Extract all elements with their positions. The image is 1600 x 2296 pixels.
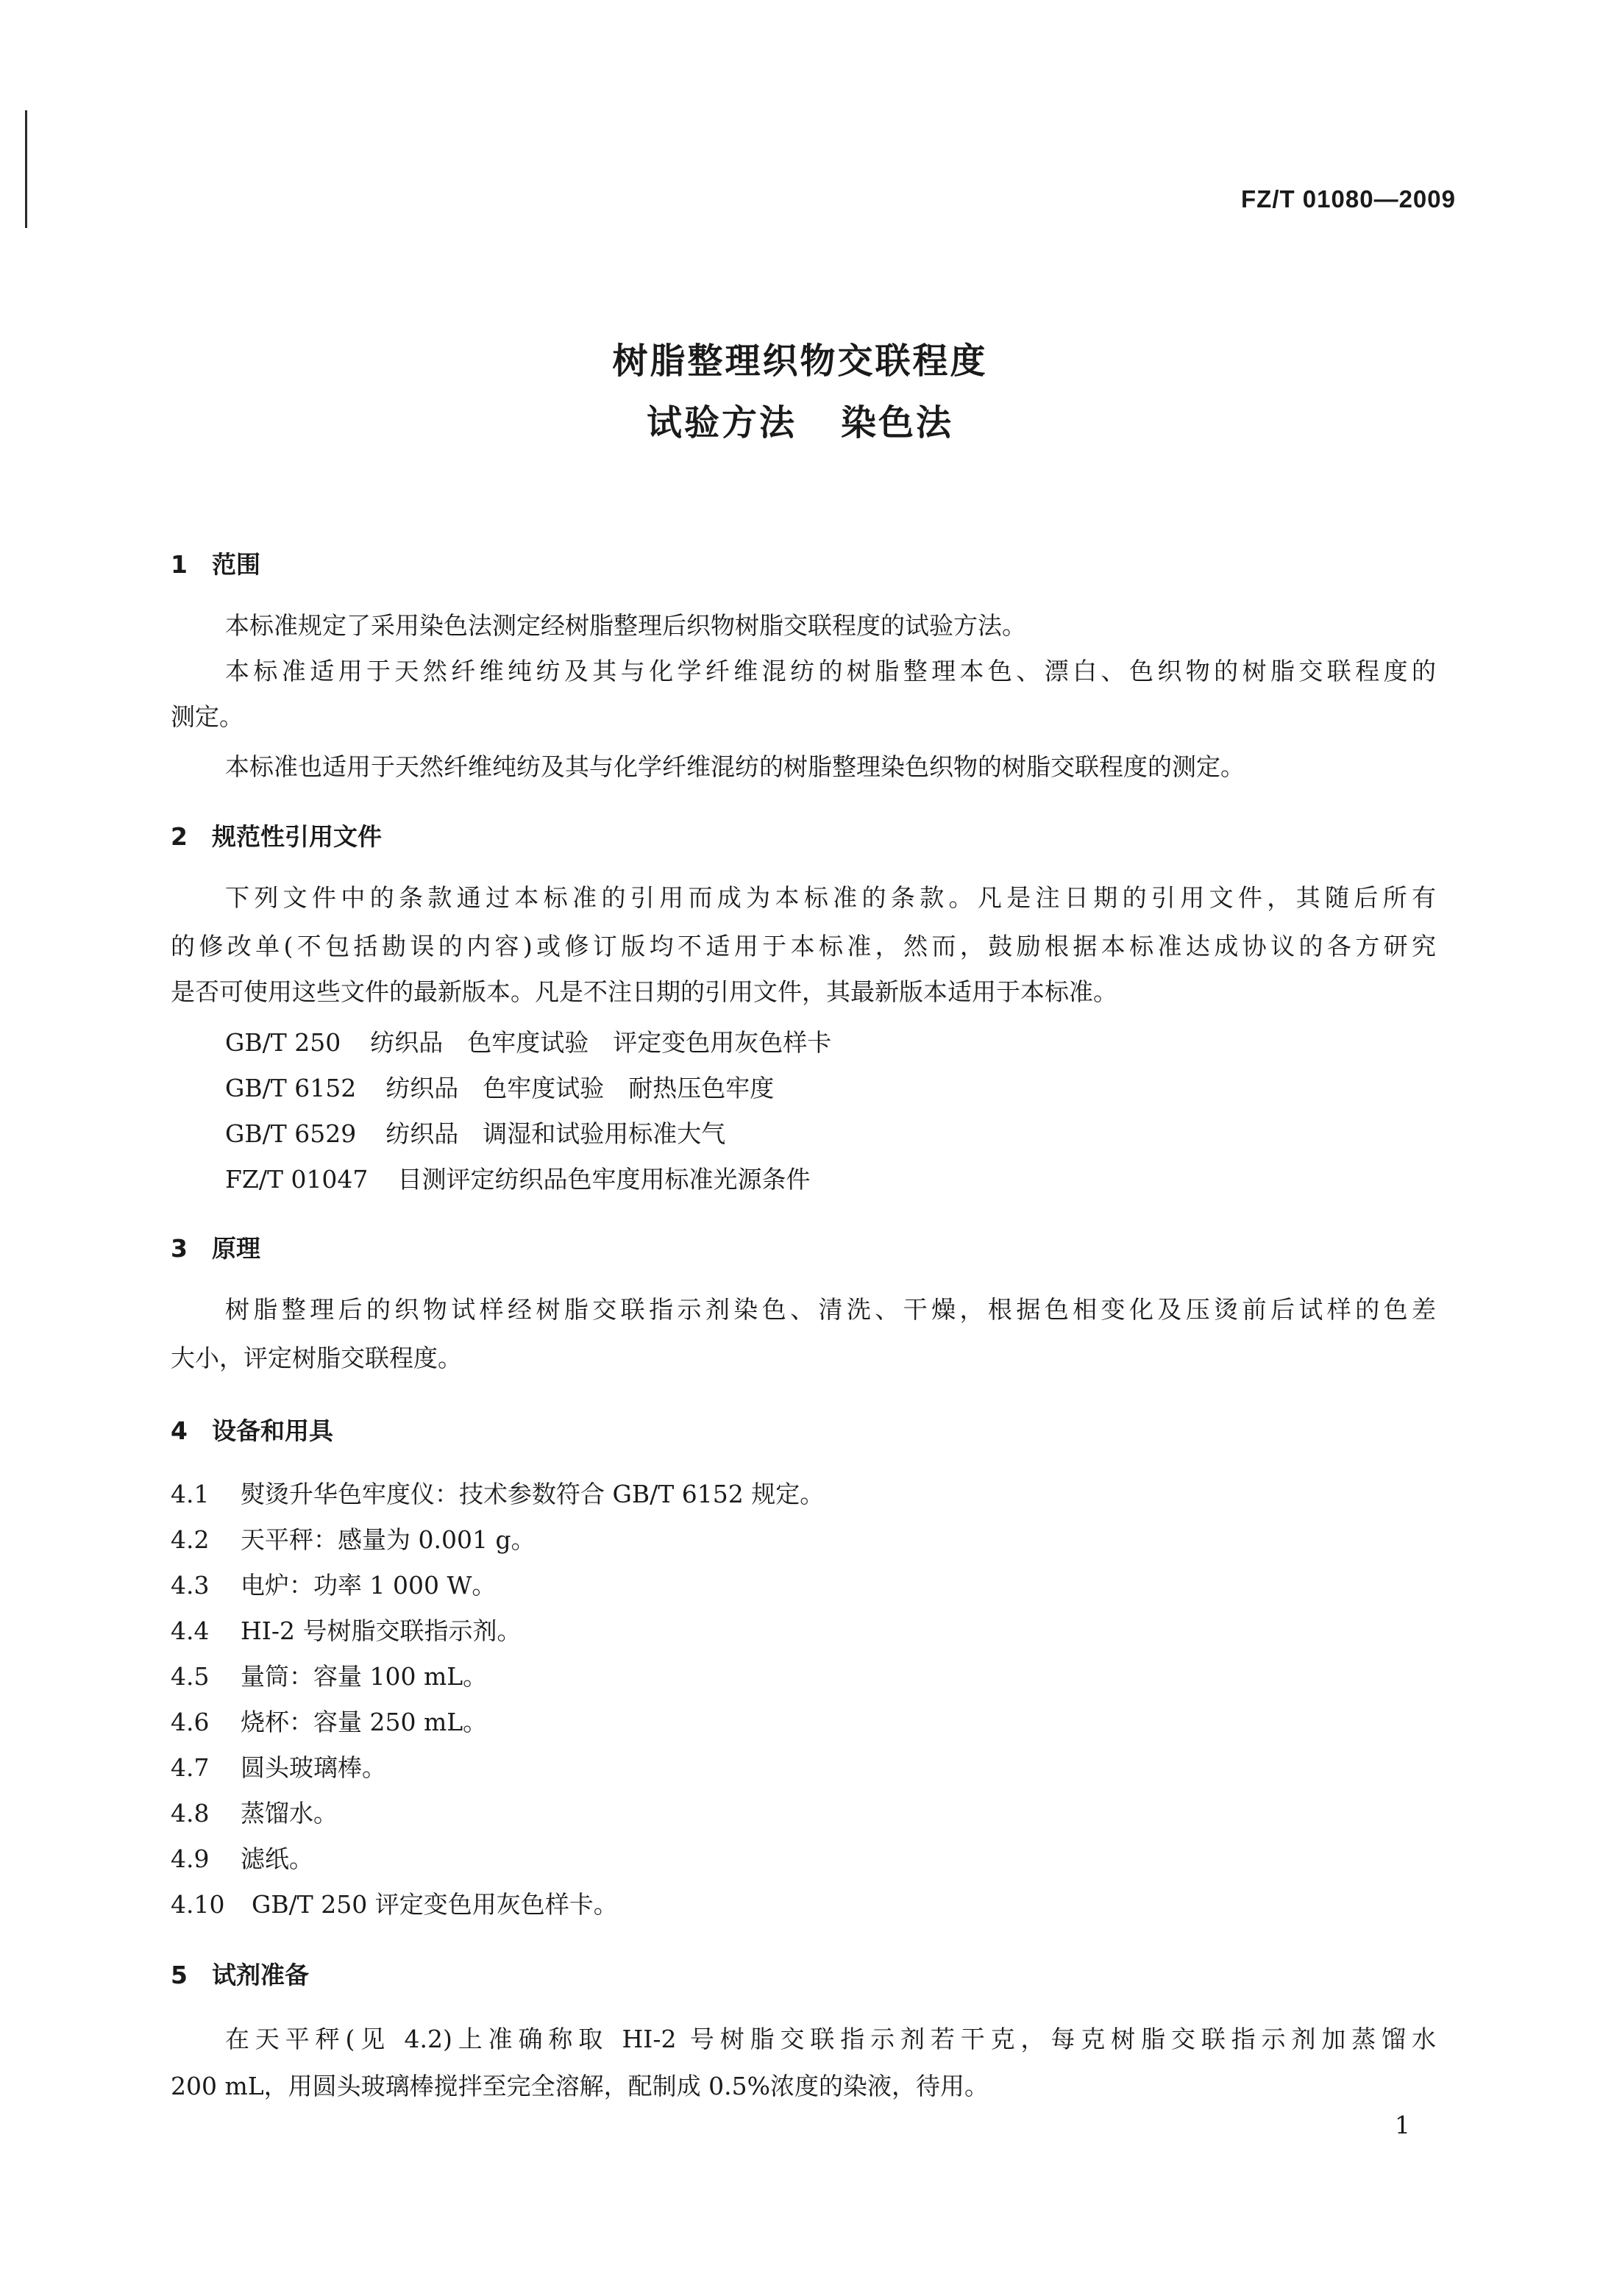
section-number: 1 <box>171 550 188 579</box>
reference-item <box>225 1024 831 1058</box>
section-1-paragraph-3: 本标准也适用于天然纤维纯纺及其与化学纤维混纺的树脂整理染色织物的树脂交联程度的测定。 <box>225 752 1245 781</box>
equipment-item <box>171 1703 487 1738</box>
equipment-item <box>171 1521 536 1555</box>
section-title: 范围 <box>212 550 260 579</box>
section-2-paragraph-line-2: 的修改单(不包括勘误的内容)或修订版均不适用于本标准，然而，鼓励根据本标准达成协议的各方研究 <box>171 932 1436 960</box>
section-number: 4 <box>171 1416 188 1445</box>
item-number: 4.6 <box>171 1708 210 1736</box>
section-title: 原理 <box>212 1234 260 1263</box>
title-part-method: 试验方法 <box>646 402 797 443</box>
item-text: GB/T 250 评定变色用灰色样卡。 <box>252 1890 618 1919</box>
item-text: 天平秤：感量为 0.001 g。 <box>241 1525 536 1554</box>
equipment-item <box>171 1840 313 1875</box>
section-3-paragraph-line-2: 大小，评定树脂交联程度。 <box>171 1344 462 1372</box>
section-number: 2 <box>171 822 188 851</box>
section-2-heading <box>171 818 382 852</box>
section-1-heading <box>171 546 260 580</box>
item-number: 4.2 <box>171 1525 210 1554</box>
section-number: 5 <box>171 1961 188 1989</box>
equipment-item <box>171 1749 386 1783</box>
document-code: FZ/T 01080—2009 <box>1241 185 1456 213</box>
reference-code: FZ/T 01047 <box>225 1165 369 1194</box>
section-5-heading <box>171 1956 309 1991</box>
equipment-item <box>171 1566 496 1601</box>
item-text: 蒸馏水。 <box>241 1799 338 1828</box>
equipment-item <box>171 1475 824 1510</box>
reference-code: GB/T 250 <box>225 1028 341 1057</box>
equipment-item <box>171 1658 487 1692</box>
reference-title: 纺织品 调湿和试验用标准大气 <box>385 1119 726 1148</box>
reference-title: 目测评定纺织品色牢度用标准光源条件 <box>397 1165 811 1194</box>
section-title: 设备和用具 <box>212 1416 333 1445</box>
section-number: 3 <box>171 1234 188 1263</box>
section-title: 规范性引用文件 <box>212 822 382 851</box>
item-number: 4.10 <box>171 1890 225 1919</box>
reference-title: 纺织品 色牢度试验 耐热压色牢度 <box>385 1074 775 1102</box>
item-text: 烧杯：容量 250 mL。 <box>241 1708 488 1736</box>
section-4-heading <box>171 1412 333 1447</box>
item-number: 4.3 <box>171 1571 210 1600</box>
reference-item <box>225 1115 725 1149</box>
item-number: 4.4 <box>171 1616 210 1645</box>
item-number: 4.5 <box>171 1662 210 1691</box>
item-number: 4.9 <box>171 1844 210 1873</box>
page-number: 1 <box>1395 2111 1410 2139</box>
section-2-paragraph-line-1: 下列文件中的条款通过本标准的引用而成为本标准的条款。凡是注日期的引用文件，其随后所有 <box>225 883 1436 912</box>
reference-item <box>225 1069 774 1104</box>
item-number: 4.1 <box>171 1480 210 1508</box>
item-text: 电炉：功率 1 000 W。 <box>241 1571 497 1600</box>
reference-code: GB/T 6529 <box>225 1119 357 1148</box>
title-part-dyeing: 染色法 <box>841 402 954 443</box>
item-number: 4.7 <box>171 1753 210 1782</box>
equipment-item <box>171 1886 618 1920</box>
section-1-paragraph-2-line-2: 测定。 <box>171 702 243 731</box>
reference-code: GB/T 6152 <box>225 1074 357 1102</box>
reference-item <box>225 1161 810 1195</box>
scan-edge-mark <box>25 110 27 228</box>
section-5-paragraph-line-2: 200 mL，用圆头玻璃棒搅拌至完全溶解，配制成 0.5%浓度的染液，待用。 <box>171 2072 989 2100</box>
section-2-paragraph-line-3: 是否可使用这些文件的最新版本。凡是不注日期的引用文件，其最新版本适用于本标准。 <box>171 977 1117 1006</box>
reference-title: 纺织品 色牢度试验 评定变色用灰色样卡 <box>370 1028 832 1057</box>
section-1-paragraph-2-line-1: 本标准适用于天然纤维纯纺及其与化学纤维混纺的树脂整理本色、漂白、色织物的树脂交联程度的 <box>225 657 1436 685</box>
item-text: 滤纸。 <box>241 1844 313 1873</box>
item-number: 4.8 <box>171 1799 210 1828</box>
equipment-item <box>171 1612 521 1647</box>
item-text: 圆头玻璃棒。 <box>241 1753 386 1782</box>
item-text: 量筒：容量 100 mL。 <box>241 1662 488 1691</box>
section-3-paragraph-line-1: 树脂整理后的织物试样经树脂交联指示剂染色、清洗、干燥，根据色相变化及压烫前后试样的色差 <box>225 1295 1436 1324</box>
equipment-item <box>171 1794 338 1829</box>
document-title-line-1: 树脂整理织物交联程度 <box>612 341 988 382</box>
section-5-paragraph-line-1: 在天平秤(见 4.2)上准确称取 HI-2 号树脂交联指示剂若干克，每克树脂交联指示剂加蒸馏水 <box>225 2025 1436 2053</box>
section-title: 试剂准备 <box>212 1961 309 1989</box>
section-1-paragraph-1: 本标准规定了采用染色法测定经树脂整理后织物树脂交联程度的试验方法。 <box>225 611 1026 640</box>
document-title-line-2 <box>0 394 1600 445</box>
item-text: 熨烫升华色牢度仪：技术参数符合 GB/T 6152 规定。 <box>241 1480 825 1508</box>
section-3-heading <box>171 1230 260 1264</box>
item-text: HI-2 号树脂交联指示剂。 <box>241 1616 522 1645</box>
